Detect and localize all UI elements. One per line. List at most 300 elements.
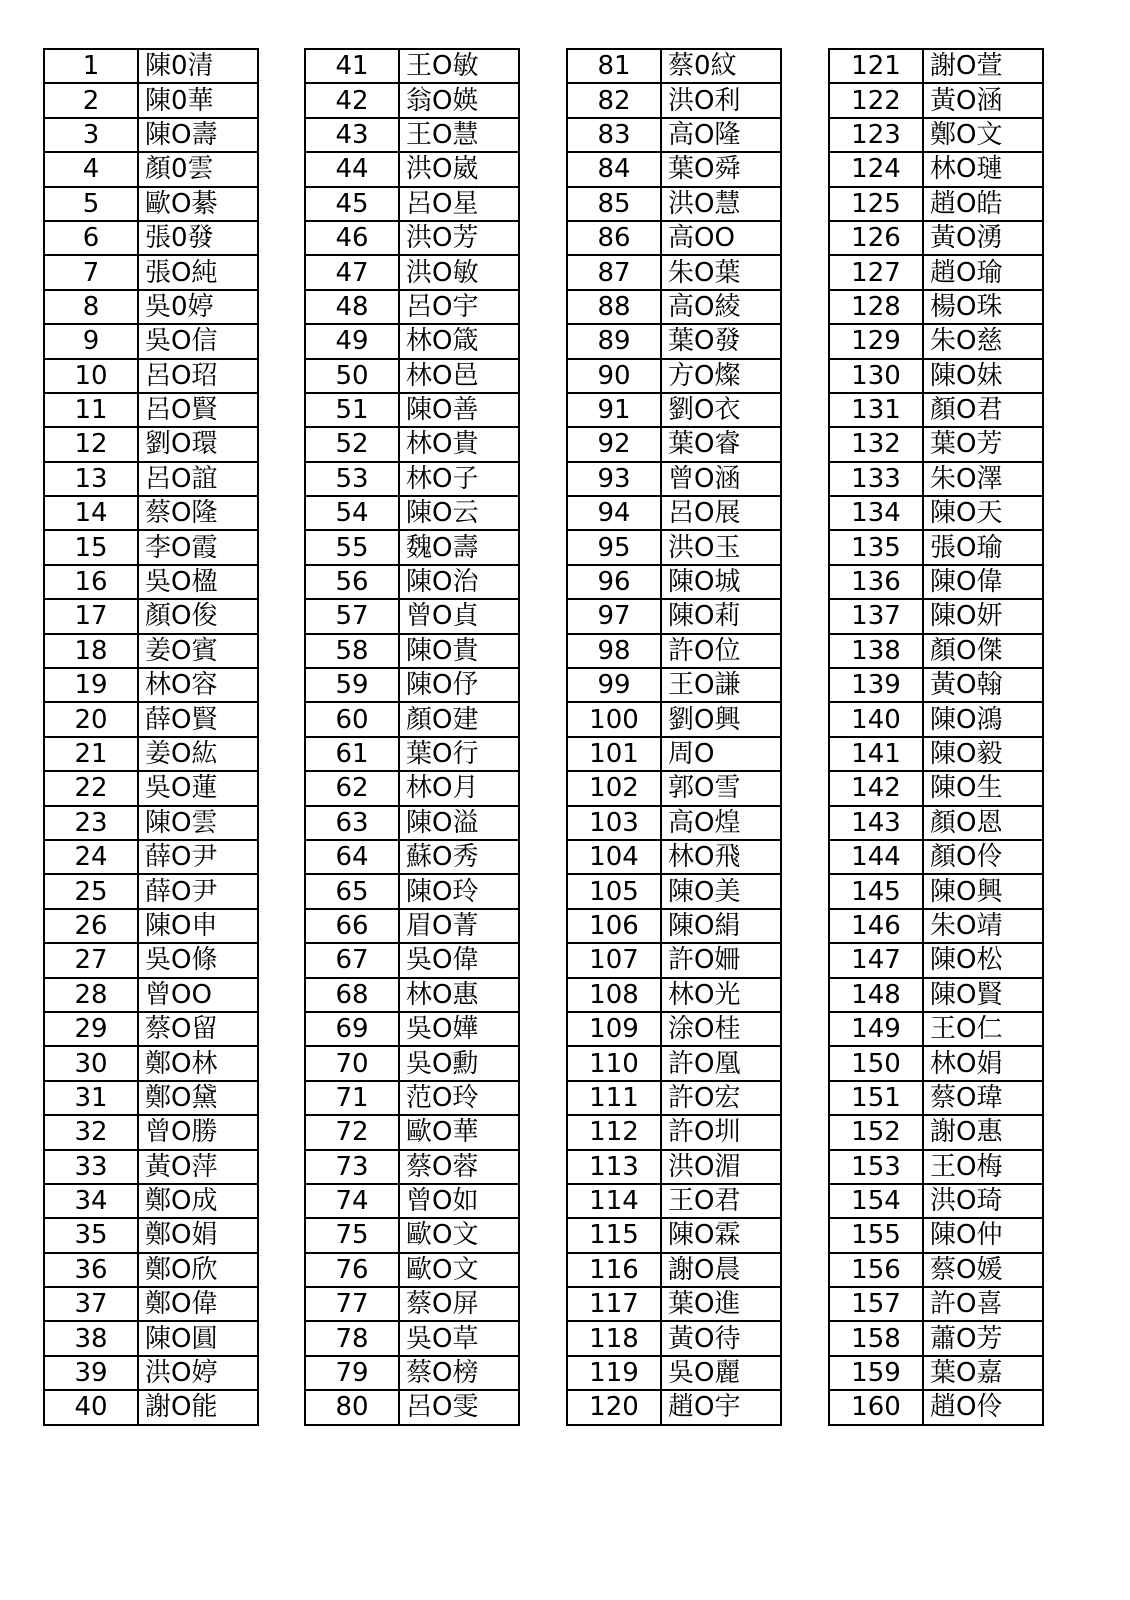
row-name: 陳O賢 [923,978,1043,1012]
row-number: 32 [44,1115,138,1149]
row-name: 吳O偉 [399,943,519,977]
row-number: 72 [305,1115,399,1149]
row-number: 70 [305,1046,399,1080]
name-list-table-2 [304,48,520,1426]
table-row [305,393,519,427]
row-name: 方O燦 [661,359,781,393]
row-number: 21 [44,737,138,771]
table-row [44,599,258,633]
row-name: 林O娟 [923,1046,1043,1080]
table-row [567,1390,781,1424]
table-row [829,599,1043,633]
row-number: 63 [305,806,399,840]
row-name: 陳O生 [923,771,1043,805]
table-row [829,1046,1043,1080]
table-row [567,978,781,1012]
table-row [305,1321,519,1355]
row-number: 51 [305,393,399,427]
row-number: 107 [567,943,661,977]
table-row [44,1218,258,1252]
row-name: 洪O玉 [661,530,781,564]
row-number: 101 [567,737,661,771]
row-number: 76 [305,1253,399,1287]
row-name: 陳O松 [923,943,1043,977]
table-row [567,83,781,117]
row-name: 陳0清 [138,49,258,83]
table-row [305,1184,519,1218]
row-number: 136 [829,565,923,599]
table-row [44,83,258,117]
table-row [829,737,1043,771]
row-name: 陳O治 [399,565,519,599]
row-name: 陳O霖 [661,1218,781,1252]
row-name: 林O光 [661,978,781,1012]
table-row [44,152,258,186]
table-row [567,771,781,805]
row-name: 歐O華 [399,1115,519,1149]
row-number: 143 [829,806,923,840]
row-name: 姜O賓 [138,634,258,668]
row-name: 黃O湧 [923,221,1043,255]
table-row [305,118,519,152]
row-number: 75 [305,1218,399,1252]
row-number: 37 [44,1287,138,1321]
table-row [305,565,519,599]
row-number: 68 [305,978,399,1012]
row-name: 趙O瑜 [923,255,1043,289]
table-row [44,565,258,599]
table-row [305,874,519,908]
row-name: 林O飛 [661,840,781,874]
table-row [567,324,781,358]
row-number: 36 [44,1253,138,1287]
row-name: 楊O珠 [923,290,1043,324]
table-row [305,943,519,977]
row-number: 146 [829,909,923,943]
table-row [305,1218,519,1252]
table-row [44,909,258,943]
row-name: 洪O敏 [399,255,519,289]
row-number: 34 [44,1184,138,1218]
row-name: 林O璉 [923,152,1043,186]
table-row [305,1012,519,1046]
row-number: 44 [305,152,399,186]
row-name: 吳O蓮 [138,771,258,805]
row-number: 127 [829,255,923,289]
row-name: 張O瑜 [923,530,1043,564]
row-name: 趙O皓 [923,187,1043,221]
table-row [567,1321,781,1355]
row-number: 121 [829,49,923,83]
row-number: 13 [44,462,138,496]
row-name: 陳O偉 [923,565,1043,599]
row-number: 18 [44,634,138,668]
row-name: 陳O仲 [923,1218,1043,1252]
table-row [567,152,781,186]
table-row [44,806,258,840]
row-number: 82 [567,83,661,117]
table-row [567,1115,781,1149]
row-number: 93 [567,462,661,496]
table-row [44,1115,258,1149]
row-number: 10 [44,359,138,393]
row-name: 吳O條 [138,943,258,977]
row-name: 薛O尹 [138,840,258,874]
row-name: 鄭O欣 [138,1253,258,1287]
row-number: 53 [305,462,399,496]
row-number: 60 [305,702,399,736]
row-number: 43 [305,118,399,152]
row-number: 108 [567,978,661,1012]
row-name: 劉O環 [138,427,258,461]
row-number: 73 [305,1150,399,1184]
row-name: 顏0雲 [138,152,258,186]
row-name: 鄭O偉 [138,1287,258,1321]
row-name: 蘇O秀 [399,840,519,874]
row-name: 許O圳 [661,1115,781,1149]
row-name: 朱O澤 [923,462,1043,496]
table-row [829,496,1043,530]
table-row [305,771,519,805]
table-row [829,324,1043,358]
row-name: 葉O舜 [661,152,781,186]
row-number: 157 [829,1287,923,1321]
row-name: 王O梅 [923,1150,1043,1184]
row-name: 呂O玿 [138,359,258,393]
row-number: 141 [829,737,923,771]
row-number: 16 [44,565,138,599]
row-name: 呂O展 [661,496,781,530]
row-name: 陳O妹 [923,359,1043,393]
table-row [305,83,519,117]
row-number: 113 [567,1150,661,1184]
table-row [305,1150,519,1184]
row-name: 林O月 [399,771,519,805]
row-number: 104 [567,840,661,874]
table-row [829,909,1043,943]
row-name: 蔡O留 [138,1012,258,1046]
table-row [567,702,781,736]
row-number: 89 [567,324,661,358]
table-row [829,462,1043,496]
table-row [305,221,519,255]
table-row [44,496,258,530]
table-row [829,702,1043,736]
row-name: 歐O文 [399,1253,519,1287]
table-row [567,1046,781,1080]
table-row [829,978,1043,1012]
table-row [567,1356,781,1390]
table-row [829,255,1043,289]
table-row [829,1150,1043,1184]
table-row [44,118,258,152]
table-row [567,806,781,840]
row-number: 145 [829,874,923,908]
table-row [829,943,1043,977]
row-number: 124 [829,152,923,186]
table-row [305,1356,519,1390]
table-row [305,496,519,530]
row-number: 91 [567,393,661,427]
row-name: 蔡0紋 [661,49,781,83]
row-name: 葉O進 [661,1287,781,1321]
table-row [44,290,258,324]
row-name: 洪O婷 [138,1356,258,1390]
row-name: 張0發 [138,221,258,255]
row-name: 顏O恩 [923,806,1043,840]
row-name: 趙O伶 [923,1390,1043,1424]
row-name: 顏O君 [923,393,1043,427]
row-number: 9 [44,324,138,358]
table-row [44,462,258,496]
table-row [829,530,1043,564]
table-row [44,221,258,255]
row-number: 14 [44,496,138,530]
row-number: 151 [829,1081,923,1115]
row-number: 131 [829,393,923,427]
table-row [305,152,519,186]
row-name: 吳O勳 [399,1046,519,1080]
row-number: 120 [567,1390,661,1424]
table-row [44,634,258,668]
row-name: 陳O城 [661,565,781,599]
row-name: 蔡O瑋 [923,1081,1043,1115]
row-number: 147 [829,943,923,977]
row-number: 96 [567,565,661,599]
table-row [567,221,781,255]
row-name: 高OO [661,221,781,255]
row-name: 陳O伃 [399,668,519,702]
row-name: 陳O美 [661,874,781,908]
table-row [305,530,519,564]
row-number: 133 [829,462,923,496]
table-row [829,1081,1043,1115]
row-number: 38 [44,1321,138,1355]
row-name: 林O貴 [399,427,519,461]
row-name: 陳O玲 [399,874,519,908]
table-row [567,1218,781,1252]
table-row [567,1287,781,1321]
row-number: 45 [305,187,399,221]
row-name: 朱O靖 [923,909,1043,943]
row-name: 謝O萱 [923,49,1043,83]
row-number: 56 [305,565,399,599]
table-row [305,599,519,633]
row-number: 84 [567,152,661,186]
row-number: 19 [44,668,138,702]
row-number: 24 [44,840,138,874]
row-name: 高O隆 [661,118,781,152]
row-number: 77 [305,1287,399,1321]
row-number: 153 [829,1150,923,1184]
table-row [829,634,1043,668]
row-number: 78 [305,1321,399,1355]
row-name: 曾O勝 [138,1115,258,1149]
row-name: 陳O貴 [399,634,519,668]
row-number: 47 [305,255,399,289]
row-name: 李O霞 [138,530,258,564]
row-name: 高O綾 [661,290,781,324]
row-number: 103 [567,806,661,840]
row-name: 許O凰 [661,1046,781,1080]
table-row [305,1253,519,1287]
row-number: 137 [829,599,923,633]
table-row [829,290,1043,324]
row-name: 曾OO [138,978,258,1012]
table-row [305,737,519,771]
row-number: 11 [44,393,138,427]
row-name: 蔡O蓉 [399,1150,519,1184]
table-row [829,668,1043,702]
row-name: 葉O芳 [923,427,1043,461]
table-row [44,1390,258,1424]
table-row [305,1287,519,1321]
row-number: 12 [44,427,138,461]
table-row [44,1150,258,1184]
row-number: 8 [44,290,138,324]
table-row [829,1356,1043,1390]
row-number: 92 [567,427,661,461]
table-row [44,49,258,83]
row-number: 4 [44,152,138,186]
row-name: 葉O發 [661,324,781,358]
table-row [567,565,781,599]
row-number: 102 [567,771,661,805]
row-name: 歐O綦 [138,187,258,221]
table-row [305,909,519,943]
row-number: 128 [829,290,923,324]
row-name: 陳O善 [399,393,519,427]
row-number: 65 [305,874,399,908]
table-row [44,1287,258,1321]
table-row [567,1150,781,1184]
table-row [567,462,781,496]
row-name: 呂O誼 [138,462,258,496]
row-name: 許O喜 [923,1287,1043,1321]
row-number: 126 [829,221,923,255]
name-list-table-1 [43,48,259,1426]
row-name: 劉O衣 [661,393,781,427]
table-row [829,1115,1043,1149]
row-name: 陳O絹 [661,909,781,943]
table-row [567,874,781,908]
table-row [829,1390,1043,1424]
row-name: 林O邑 [399,359,519,393]
table-row [567,737,781,771]
row-number: 138 [829,634,923,668]
table-row [44,1321,258,1355]
row-name: 黃O涵 [923,83,1043,117]
row-number: 5 [44,187,138,221]
row-name: 葉O睿 [661,427,781,461]
row-number: 15 [44,530,138,564]
table-row [829,1012,1043,1046]
table-row [567,255,781,289]
row-name: 葉O行 [399,737,519,771]
row-number: 90 [567,359,661,393]
table-row [567,427,781,461]
row-number: 39 [44,1356,138,1390]
row-name: 蔡O媛 [923,1253,1043,1287]
row-name: 陳O申 [138,909,258,943]
row-number: 139 [829,668,923,702]
row-number: 123 [829,118,923,152]
row-name: 王O仁 [923,1012,1043,1046]
table-row [44,1253,258,1287]
row-number: 114 [567,1184,661,1218]
row-number: 122 [829,83,923,117]
row-number: 67 [305,943,399,977]
row-name: 呂O星 [399,187,519,221]
row-number: 50 [305,359,399,393]
row-name: 謝O晨 [661,1253,781,1287]
table-row [567,530,781,564]
row-name: 蔡O隆 [138,496,258,530]
row-name: 謝O能 [138,1390,258,1424]
table-row [305,427,519,461]
row-name: 洪O慧 [661,187,781,221]
row-number: 61 [305,737,399,771]
row-number: 83 [567,118,661,152]
table-row [567,599,781,633]
row-name: 許O位 [661,634,781,668]
row-number: 119 [567,1356,661,1390]
row-number: 155 [829,1218,923,1252]
row-number: 59 [305,668,399,702]
row-name: 陳O雲 [138,806,258,840]
row-name: 魏O壽 [399,530,519,564]
row-number: 40 [44,1390,138,1424]
table-row [44,978,258,1012]
table-row [44,359,258,393]
row-name: 周O [661,737,781,771]
table-row [829,840,1043,874]
row-number: 27 [44,943,138,977]
row-number: 1 [44,49,138,83]
table-row [567,1253,781,1287]
row-number: 88 [567,290,661,324]
table-row [567,634,781,668]
row-number: 142 [829,771,923,805]
row-number: 144 [829,840,923,874]
table-row [567,393,781,427]
table-row [44,1046,258,1080]
row-name: 葉O嘉 [923,1356,1043,1390]
table-row [567,1081,781,1115]
row-number: 55 [305,530,399,564]
row-number: 149 [829,1012,923,1046]
row-name: 鄭O黛 [138,1081,258,1115]
row-number: 6 [44,221,138,255]
row-number: 134 [829,496,923,530]
row-number: 64 [305,840,399,874]
row-number: 150 [829,1046,923,1080]
row-number: 22 [44,771,138,805]
table-row [567,290,781,324]
row-name: 鄭O娟 [138,1218,258,1252]
row-name: 歐O文 [399,1218,519,1252]
table-row [44,324,258,358]
row-name: 顏O建 [399,702,519,736]
table-row [567,49,781,83]
row-name: 黃O翰 [923,668,1043,702]
table-row [829,771,1043,805]
table-row [44,668,258,702]
row-number: 129 [829,324,923,358]
row-name: 黃O萍 [138,1150,258,1184]
table-row [567,359,781,393]
row-name: 黃O待 [661,1321,781,1355]
